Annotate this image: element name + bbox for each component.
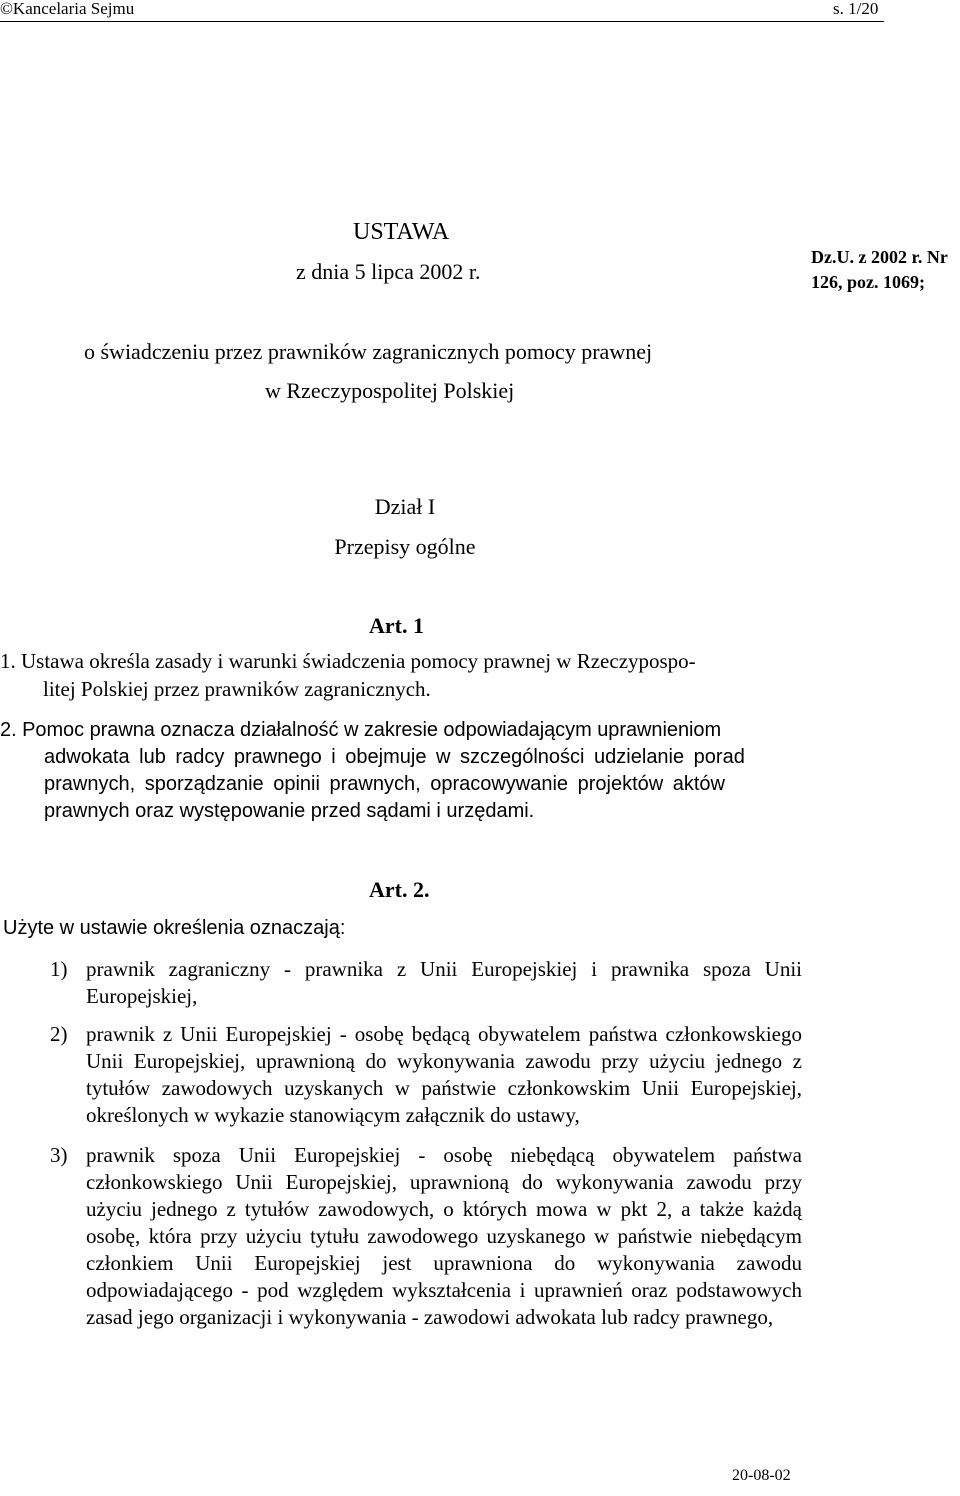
footer-date: 20-08-02	[732, 1467, 791, 1484]
article-2-heading: Art. 2.	[369, 877, 430, 902]
definition-number: 2)	[50, 1022, 68, 1046]
art1-para2-line1: 2. Pomoc prawna oznacza działalność w zakresie odpowiadającym uprawnieniom	[0, 719, 722, 741]
article-1-heading: Art. 1	[369, 613, 424, 638]
header-rule	[0, 21, 884, 22]
division-heading: Dział I	[374, 494, 436, 519]
header-page-number: s. 1/20	[833, 0, 879, 18]
division-title: Przepisy ogólne	[334, 534, 476, 559]
art1-para1-line1: 1. Ustawa określa zasady i warunki świadczenia pomocy prawnej w Rzeczypospo-	[0, 649, 696, 673]
definition-item	[50, 1021, 802, 1129]
act-date: z dnia 5 lipca 2002 r.	[296, 259, 481, 284]
definition-item	[50, 1142, 802, 1331]
definition-number: 1)	[50, 957, 68, 981]
act-type: USTAWA	[353, 219, 450, 245]
act-subject-line1: o świadczeniu przez prawników zagranicznych pomocy prawnej	[84, 339, 653, 364]
journal-reference-line2: 126, poz. 1069;	[811, 272, 925, 292]
art2-intro: Użyte w ustawie określenia oznaczają:	[3, 917, 346, 939]
art1-para1-line2: litej Polskiej przez prawników zagranicznych.	[43, 677, 431, 701]
definition-item	[50, 956, 802, 1010]
definition-text: prawnik z Unii Europejskiej - osobę będącą obywatelem państwa członkowskiego Unii Europejskiej, uprawnioną do wykonywania zawodu przy użyciu jednego z tytułów zawodowych uzyskanych w państwie członkowskim Unii Europejskiej, określonych w wykazie stanowiącym załącznik do ustawy,	[86, 1022, 802, 1127]
definition-text: prawnik spoza Unii Europejskiej - osobę niebędącą obywatelem państwa członkowskiego Unii Europejskiej, uprawnioną do wykonywania zawodu przy użyciu jednego z tytułów zawodowych, o których mowa w pkt 2, a także każdą osobę, która przy użyciu tytułu zawodowego uzyskanego w państwie niebędącym członkiem Unii Europejskiej jest uprawniona do wykonywania zawodu odpowiadającego - pod względem wykształcenia i uprawnień oraz podstawowych zasad jego organizacji i wykonywania - zawodowi adwokata lub radcy prawnego,	[86, 1143, 802, 1329]
definition-text: prawnik zagraniczny - prawnika z Unii Europejskiej i prawnika spoza Unii Europejskiej,	[86, 957, 802, 1008]
definition-number: 3)	[50, 1143, 68, 1167]
art1-para2-line4: prawnych oraz występowanie przed sądami i urzędami.	[44, 800, 535, 822]
art1-para2-line3: prawnych, sporządzanie opinii prawnych, opracowywanie projektów aktów	[44, 773, 726, 795]
act-subject-line2: w Rzeczypospolitej Polskiej	[265, 378, 515, 403]
journal-reference-line1: Dz.U. z 2002 r. Nr	[811, 247, 948, 267]
art1-para2-line2: adwokata lub radcy prawnego i obejmuje w szczególności udzielanie porad	[44, 746, 745, 768]
header-source: ©Kancelaria Sejmu	[0, 0, 135, 18]
